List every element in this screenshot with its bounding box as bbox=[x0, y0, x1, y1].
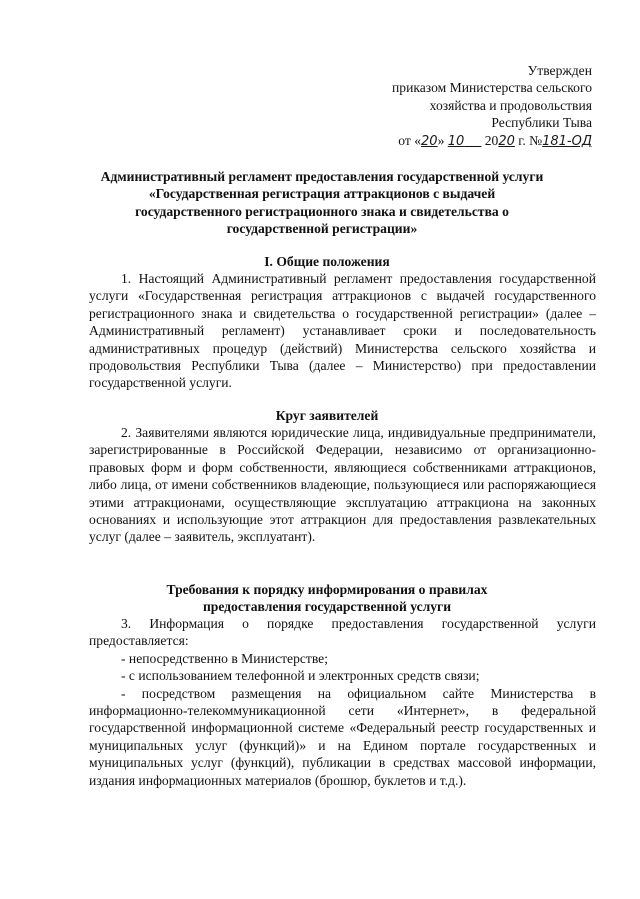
section-2-heading: Круг заявителей bbox=[275, 408, 379, 423]
approval-date-line bbox=[392, 132, 592, 150]
list-item-1: - непосредственно в Министерстве; bbox=[121, 650, 328, 666]
approval-line-1: Утвержден bbox=[527, 63, 592, 78]
approval-line-2: приказом Министерства сельского bbox=[392, 80, 592, 96]
date-month-handwritten: 10 bbox=[447, 133, 465, 149]
section-1-body bbox=[89, 270, 596, 392]
title-line-1: Административный регламент предоставления государственной услуги bbox=[100, 169, 544, 184]
list-item-2: - с использованием телефонной и электронных средств связи; bbox=[121, 668, 480, 684]
approval-line-4: Республики Тыва bbox=[491, 115, 592, 131]
date-day-handwritten: 20 bbox=[421, 133, 438, 149]
section-2-body bbox=[89, 424, 596, 546]
date-prefix: от « bbox=[398, 132, 422, 148]
date-year-handwritten: 20 bbox=[498, 133, 515, 149]
date-year-prefix: 20 bbox=[481, 132, 499, 148]
title-line-3: государственного регистрационного знака и свидетельства о bbox=[135, 203, 509, 219]
section-3-heading bbox=[72, 581, 582, 616]
section-3-heading-line-2: предоставления государственной услуги bbox=[202, 599, 452, 615]
list-item-3: - посредством размещения на официальном сайте Министерства в информационно-телекоммуникационной сети «Интернет», в федеральной государственной информационной системе «Федеральный реестр государственных и муниципальных услуг (функций)» и на Едином портале государственных и муниципальных услуг (функций), публикации в средствах массовой информации, издания информационных материалов (брошюр, буклетов и т.д.). bbox=[89, 685, 596, 788]
paragraph-3: 3. Информация о порядке предоставления государственной услуги предоставляется: bbox=[89, 616, 596, 649]
section-3-heading-line-1: Требования к порядку информирования о правилах bbox=[166, 582, 488, 597]
section-3-body bbox=[89, 615, 596, 789]
order-number-handwritten: 181-ОД bbox=[542, 133, 592, 149]
document-title bbox=[72, 168, 572, 238]
date-year-suffix: г. № bbox=[514, 132, 543, 148]
date-mid: » bbox=[437, 132, 448, 148]
approval-line-3: хозяйства и продовольствия bbox=[429, 97, 592, 113]
approval-block bbox=[392, 62, 592, 150]
title-line-4: государственной регистрации» bbox=[226, 221, 418, 237]
section-1-heading: I. Общие положения bbox=[264, 254, 390, 269]
paragraph-1: 1. Настоящий Административный регламент предоставления государственной услуги «Государственная регистрация аттракционов с выдачей государственного регистрационного знака и свидетельства о государственной регистрации» (далее – Административный регламент) устанавливает сроки и последовательность административных процедур (действий) Министерства сельского хозяйства и продовольствия Республики Тыва (далее – Министерство) при предоставлении государственной услуги. bbox=[89, 271, 596, 391]
date-month-blank bbox=[464, 133, 481, 148]
paragraph-2: 2. Заявителями являются юридические лица, индивидуальные предприниматели, зарегистрированные в Российской Федерации, независимо от организационно-правовых форм и форм собственности, являющиеся собственниками аттракционов, либо лица, от имени собственников владеющие, пользующиеся или распоряжающиеся этими аттракционами, осуществляющие эксплуатацию аттракциона на законных основаниях и использующие этот аттракцион для предоставления развлекательных услуг (далее – заявитель, эксплуатант). bbox=[89, 425, 596, 545]
title-line-2: «Государственная регистрация аттракционов с выдачей bbox=[148, 186, 496, 202]
